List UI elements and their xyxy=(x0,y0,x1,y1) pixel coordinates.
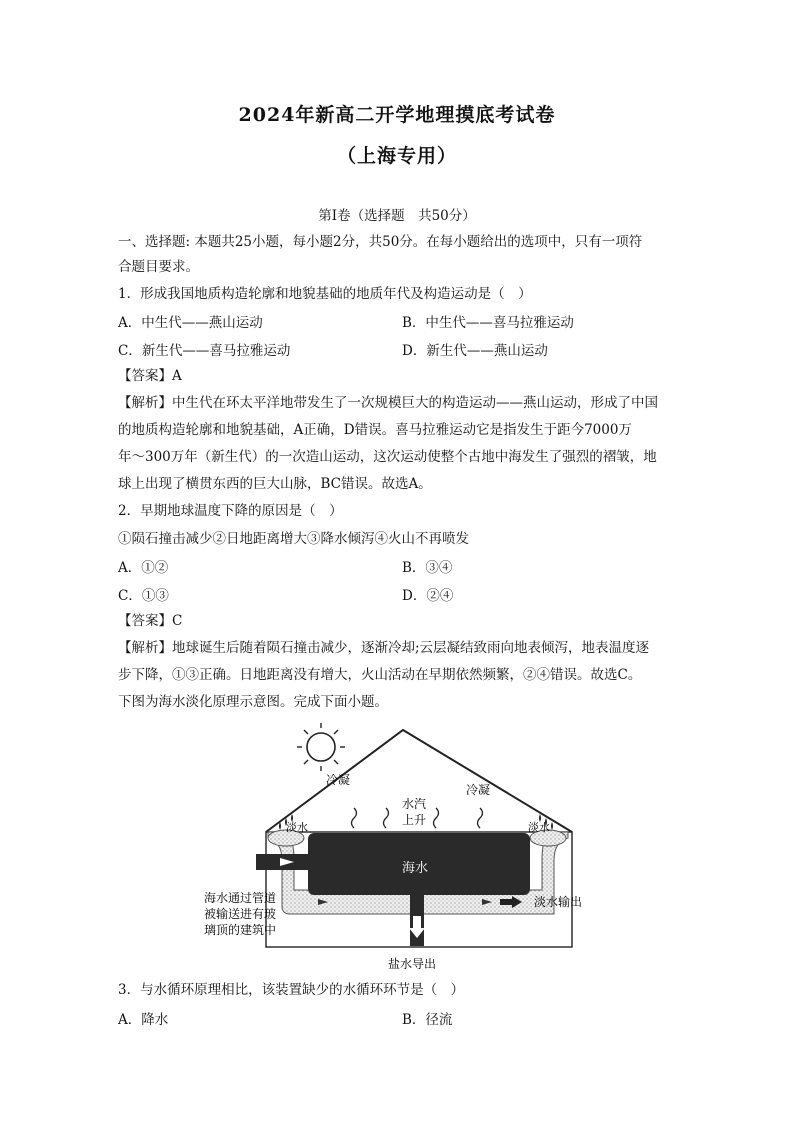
q1-analysis-line-4: 球上出现了横贯东西的巨大山脉，BC错误。故选A。 xyxy=(118,476,432,492)
q2-answer: 【答案】C xyxy=(118,613,183,629)
page-subtitle: （上海专用） xyxy=(336,145,457,167)
label-inlet-1: 海水通过管道 xyxy=(204,891,277,905)
desalination-diagram xyxy=(190,718,610,978)
q1-stem: 1．形成我国地质构造轮廓和地貌基础的地质年代及构造运动是（ ） xyxy=(118,286,532,302)
q1-option-c: C．新生代——喜马拉雅运动 xyxy=(118,343,291,359)
q2-statement: ①陨石撞击减少②日地距离增大③降水倾泻④火山不再喷发 xyxy=(118,531,469,547)
section-intro-line-1: 一、选择题: 本题共25小题，每小题2分，共50分。在每小题给出的选项中，只有一项符 xyxy=(118,234,643,250)
q2-option-b: B．③④ xyxy=(402,560,453,576)
q1-analysis-line-2: 的地质构造轮廓和地貌基础，A正确，D错误。喜马拉雅运动它是指发生于距今7000万 xyxy=(118,422,632,438)
q3-option-a: A．降水 xyxy=(118,1012,169,1028)
figure-intro: 下图为海水淡化原理示意图。完成下面小题。 xyxy=(118,694,388,710)
q2-option-c: C．①③ xyxy=(118,588,169,604)
label-inlet-2: 被输送进有玻 xyxy=(204,907,277,921)
section-heading: 第I卷（选择题 共50分） xyxy=(318,208,476,224)
q1-option-a: A．中生代——燕山运动 xyxy=(118,315,263,331)
q1-analysis-line-3: 年～300万年（新生代）的一次造山运动，这次运动使整个古地中海发生了强烈的褶皱，地 xyxy=(118,449,657,465)
label-fresh-right: 淡水 xyxy=(528,821,550,834)
sun-icon xyxy=(297,723,345,771)
label-vapor-1: 水汽 xyxy=(402,797,427,811)
q1-answer: 【答案】A xyxy=(118,368,182,384)
q3-option-b: B．径流 xyxy=(402,1012,453,1028)
label-condense-left: 冷凝 xyxy=(326,773,351,787)
q2-option-d: D．②④ xyxy=(402,588,454,604)
page-title: 2024年新高二开学地理摸底考试卷 xyxy=(238,104,556,126)
q2-stem: 2．早期地球温度下降的原因是（ ） xyxy=(118,503,343,519)
label-fresh-out: 淡水输出 xyxy=(534,895,583,909)
label-seawater: 海水 xyxy=(402,861,429,876)
label-vapor-2: 上升 xyxy=(402,813,427,827)
label-fresh-left: 淡水 xyxy=(286,821,308,834)
section-intro-line-2: 合题目要求。 xyxy=(118,259,199,275)
q2-option-a: A．①② xyxy=(118,560,169,576)
q1-analysis-line-1: 【解析】中生代在环太平洋地带发生了一次规模巨大的构造运动——燕山运动，形成了中国 xyxy=(118,395,658,411)
q2-analysis-line-1: 【解析】地球诞生后随着陨石撞击减少，逐渐冷却;云层凝结致雨向地表倾泻，地表温度逐 xyxy=(118,640,650,656)
label-condense-right: 冷凝 xyxy=(466,783,491,797)
label-brine-out: 盐水导出 xyxy=(388,957,437,971)
q3-stem: 3．与水循环原理相比，该装置缺少的水循环环节是（ ） xyxy=(118,982,465,998)
q1-option-b: B．中生代——喜马拉雅运动 xyxy=(402,315,574,331)
q2-analysis-line-2: 步下降，①③正确。日地距离没有增大，火山活动在早期依然频繁，②④错误。故选C。 xyxy=(118,667,642,683)
label-inlet-3: 璃顶的建筑中 xyxy=(204,923,277,937)
q1-option-d: D．新生代——燕山运动 xyxy=(402,343,548,359)
